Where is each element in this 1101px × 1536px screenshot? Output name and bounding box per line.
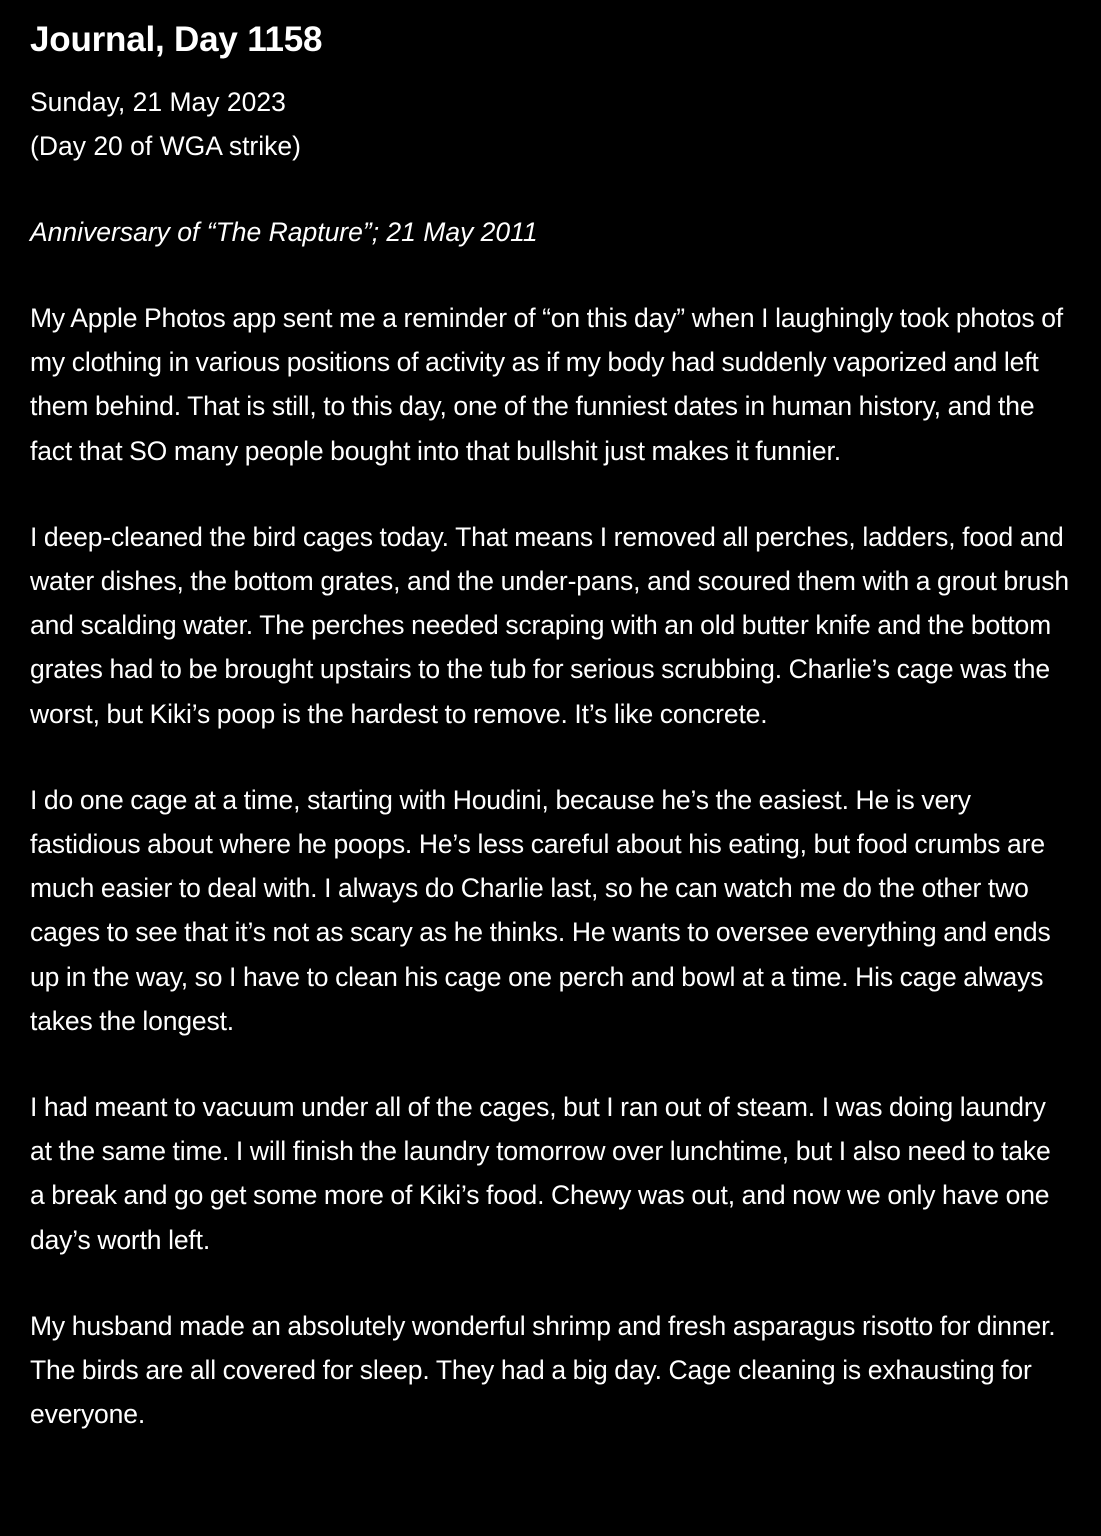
journal-title: Journal, Day 1158 — [30, 20, 323, 59]
journal-paragraph-photos: My Apple Photos app sent me a reminder of “on this day” when I laughingly took photos of my clothing in various positions of activity as if my body had suddenly vaporized and left them behind. That is still, to this day, one of the funniest dates in human history, and the fact that SO many people bought into that bullshit just makes it funnier. — [30, 303, 1064, 466]
journal-paragraph-laundry: I had meant to vacuum under all of the cages, but I ran out of steam. I was doing laundry at the same time. I will finish the laundry tomorrow over lunchtime, but I also need to take a break and go get some more of Kiki’s food. Chewy was out, and now we only have one day’s worth left. — [30, 1092, 1051, 1255]
strike-note: (Day 20 of WGA strike) — [30, 131, 301, 161]
journal-paragraph-dinner: My husband made an absolutely wonderful shrimp and fresh asparagus risotto for dinner. The birds are all covered for sleep. They had a big day. Cage cleaning is exhausting for everyone. — [30, 1310, 1056, 1430]
journal-paragraph-cage-order: I do one cage at a time, starting with Houdini, because he’s the easiest. He is very fastidious about where he poops. He’s less careful about his eating, but food crumbs are much easier to deal with. I always do Charlie last, so he can watch me do the other two cages to see that it’s not as scary as he thinks. He wants to oversee everything and ends up in the way, so I have to clean his cage one perch and bowl at a time. His cage always takes the longest. — [30, 784, 1051, 1036]
journal-date: Sunday, 21 May 2023 — [30, 87, 286, 117]
journal-paragraph-cage-cleaning: I deep-cleaned the bird cages today. That means I removed all perches, ladders, food and water dishes, the bottom grates, and the under-pans, and scoured them with a grout brush and scalding water. The perches needed scraping with an old butter knife and the bottom grates had to be brought upstairs to the tub for serious scrubbing. Charlie’s cage was the worst, but Kiki’s poop is the hardest to remove. It’s like concrete. — [30, 521, 1069, 729]
anniversary-note: Anniversary of “The Rapture”; 21 May 2011 — [30, 217, 538, 247]
